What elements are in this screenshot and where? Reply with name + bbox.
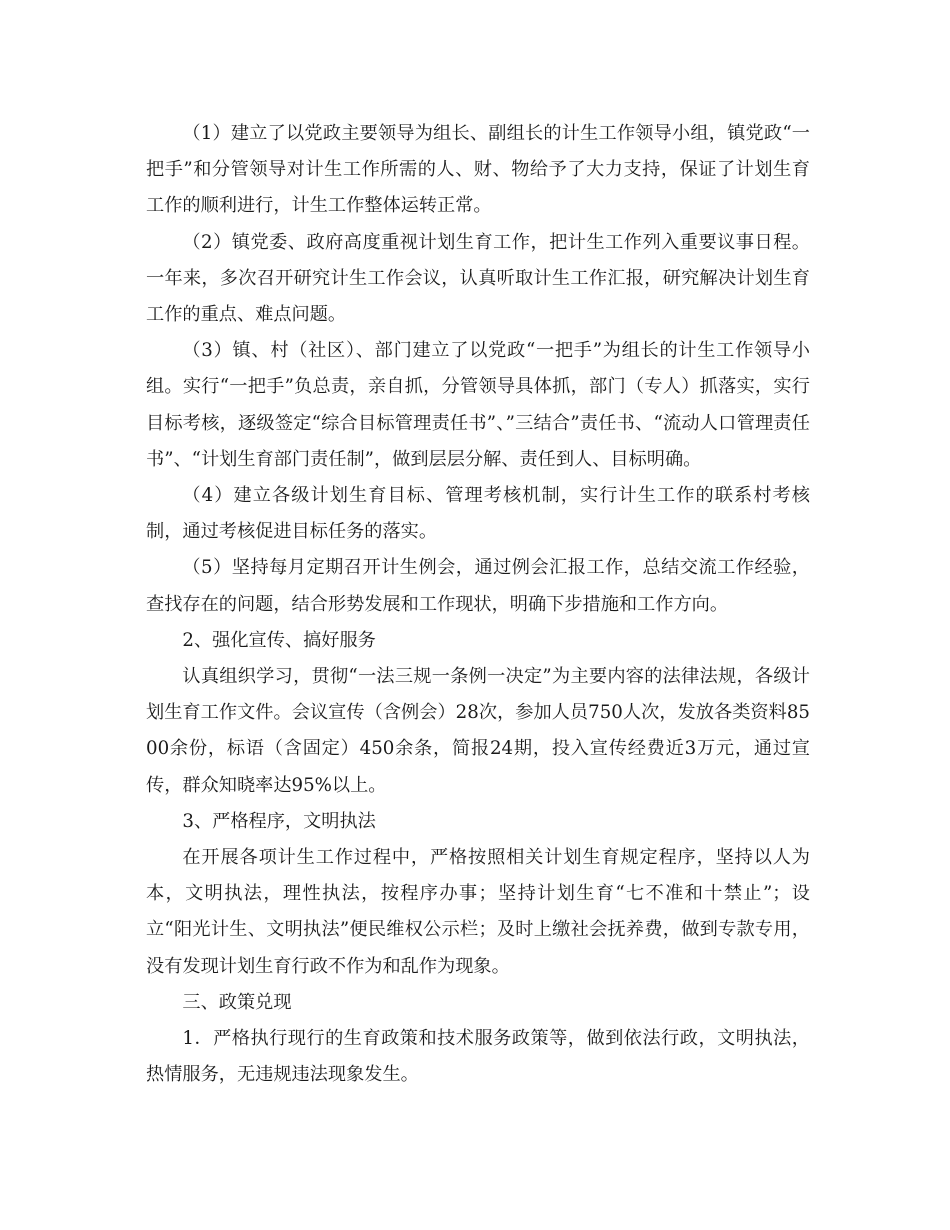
section-heading-procedure: 3、严格程序，文明执法 <box>182 810 376 832</box>
paragraph-procedure: 在开展各项计生工作过程中，严格按照相关计划生育规定程序，坚持以人为本，文明执法，理性执法，按程序办事；坚持计划生育“七不准和十禁止”；设立“阳光计生、文明执法”便民维权公示栏；及时上缴社会抚养费，做到专款专用，没有发现计划生育行政不作为和乱作为现象。 <box>146 847 810 977</box>
paragraph-assessment: （4）建立各级计划生育目标、管理考核机制，实行计生工作的联系村考核制，通过考核促进目标任务的落实。 <box>146 485 810 543</box>
paragraph-publicity: 认真组织学习，贯彻“一法三规一条例一决定”为主要内容的法律法规，各级计划生育工作文件。会议宣传（含例会）28次，参加人员750人次，发放各类资料8500余份，标语（含固定）450余条，简报24期，投入宣传经费近3万元，通过宣传，群众知晓率达95%以上。 <box>146 666 810 796</box>
paragraph-policy: 1．严格执行现行的生育政策和技术服务政策等，做到依法行政，文明执法，热情服务，无违规违法现象发生。 <box>146 1028 810 1086</box>
paragraph-party-committee: （2）镇党委、政府高度重视计划生育工作，把计生工作列入重要议事日程。一年来，多次召开研究计生工作会议，认真听取计生工作汇报，研究解决计划生育工作的重点、难点问题。 <box>146 231 810 326</box>
section-heading-policy: 三、政策兑现 <box>182 991 292 1013</box>
paragraph-leadership-group: （1）建立了以党政主要领导为组长、副组长的计生工作领导小组，镇党政“一把手”和分管领导对计生工作所需的人、财、物给予了大力支持，保证了计划生育工作的顺利进行，计生工作整体运转正常。 <box>146 123 810 217</box>
paragraph-responsibility: （3）镇、村（社区）、部门建立了以党政“一把手”为组长的计生工作领导小组。实行“一把手”负总责，亲自抓，分管领导具体抓，部门（专人）抓落实，实行目标考核，逐级签定“综合目标管理责任书”、”三结合”责任书、“流动人口管理责任书”、“计划生育部门责任制”，做到层层分解、责任到人、目标明确。 <box>146 340 810 470</box>
section-heading-publicity: 2、强化宣传、搞好服务 <box>182 629 376 651</box>
document-body <box>146 116 810 1093</box>
paragraph-monthly-meeting: （5）坚持每月定期召开计生例会，通过例会汇报工作，总结交流工作经验，查找存在的问题，结合形势发展和工作现状，明确下步措施和工作方向。 <box>146 557 810 615</box>
